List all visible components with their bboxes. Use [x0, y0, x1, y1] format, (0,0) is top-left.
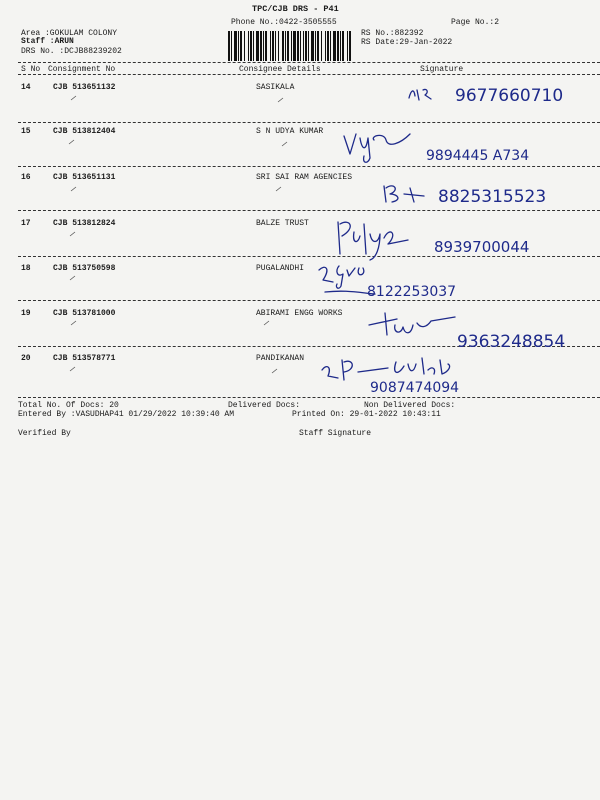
- row-consignee: BALZE TRUST: [256, 219, 309, 228]
- entered-by: Entered By :VASUDHAP41 01/29/2022 10:39:40 AM: [18, 410, 235, 419]
- row-consignee: S N UDYA KUMAR: [256, 127, 324, 136]
- divider: [18, 74, 600, 75]
- divider: [18, 62, 600, 63]
- area-label: Area :GOKULAM COLONY: [21, 29, 118, 38]
- row-sno: 15: [21, 127, 31, 136]
- tick-mark: [69, 366, 79, 372]
- signature-row-18: [315, 258, 515, 300]
- printed-on: Printed On: 29-01-2022 10:43:11: [292, 410, 441, 419]
- row-consignee: PANDIKANAN: [256, 354, 305, 363]
- row-consignment: CJB 513812404: [53, 127, 116, 136]
- row-consignment: CJB 513750598: [53, 264, 116, 273]
- row-divider: [18, 210, 600, 211]
- staff-signature-label: Staff Signature: [299, 429, 372, 438]
- row-consignment: CJB 513781000: [53, 309, 116, 318]
- column-header-sno: S No: [21, 65, 41, 74]
- tick-mark: [271, 368, 281, 374]
- tick-mark: [68, 139, 78, 145]
- signature-phone: 9087474094: [370, 380, 460, 396]
- row-sno: 14: [21, 83, 31, 92]
- row-sno: 16: [21, 173, 31, 182]
- signature-row-19: [365, 305, 600, 355]
- row-sno: 18: [21, 264, 31, 273]
- column-header-consignee: Consignee Details: [239, 65, 321, 74]
- delivered-docs: Delivered Docs:: [228, 401, 301, 410]
- row-consignee: SRI SAI RAM AGENCIES: [256, 173, 353, 182]
- report-title: TPC/CJB DRS - P41: [252, 4, 339, 14]
- phone-number: Phone No.:0422-3505555: [231, 18, 337, 27]
- non-delivered-docs: Non Delivered Docs:: [364, 401, 456, 410]
- tick-mark: [70, 320, 80, 326]
- barcode-bar: [351, 31, 352, 61]
- column-header-consignment: Consignment No: [48, 65, 116, 74]
- rs-number: RS No.:882392: [361, 29, 424, 38]
- signature-row-20: [318, 354, 518, 398]
- row-sno: 19: [21, 309, 31, 318]
- column-header-signature: Signature: [420, 65, 464, 74]
- row-consignee: SASIKALA: [256, 83, 295, 92]
- tick-mark: [70, 95, 80, 101]
- signature-phone: 9894445 A734: [426, 148, 530, 164]
- row-divider: [18, 300, 600, 301]
- signature-phone: 9363248854: [457, 332, 566, 352]
- signature-phone: 8939700044: [434, 238, 530, 256]
- drs-number: DRS No. :DCJB88239202: [21, 47, 122, 56]
- tick-mark: [277, 97, 287, 103]
- row-sno: 20: [21, 354, 31, 363]
- tick-mark: [263, 320, 273, 326]
- row-sno: 17: [21, 219, 31, 228]
- tick-mark: [69, 275, 79, 281]
- page-number: Page No.:2: [451, 18, 500, 27]
- signature-phone: 8825315523: [438, 187, 547, 207]
- barcode: [228, 31, 354, 61]
- row-consignment: CJB 513812824: [53, 219, 116, 228]
- signature-phone: 9677660710: [455, 86, 564, 106]
- verified-by-label: Verified By: [18, 429, 71, 438]
- signature-row-16: [380, 172, 595, 208]
- signature-phone: 8122253037: [367, 284, 457, 300]
- row-consignee: ABIRAMI ENGG WORKS: [256, 309, 343, 318]
- row-consignment: CJB 513578771: [53, 354, 116, 363]
- signature-row-15: [340, 126, 590, 168]
- row-consignment: CJB 513651131: [53, 173, 116, 182]
- tick-mark: [281, 141, 291, 147]
- row-divider: [18, 122, 600, 123]
- staff-label: Staff :ARUN: [21, 37, 74, 46]
- row-consignment: CJB 513651132: [53, 83, 116, 92]
- rs-date: RS Date:29-Jan-2022: [361, 38, 453, 47]
- tick-mark: [275, 186, 285, 192]
- total-docs: Total No. Of Docs: 20: [18, 401, 119, 410]
- signature-row-14: [405, 80, 565, 110]
- row-consignee: PUGALANDHI: [256, 264, 305, 273]
- tick-mark: [69, 231, 79, 237]
- tick-mark: [70, 186, 80, 192]
